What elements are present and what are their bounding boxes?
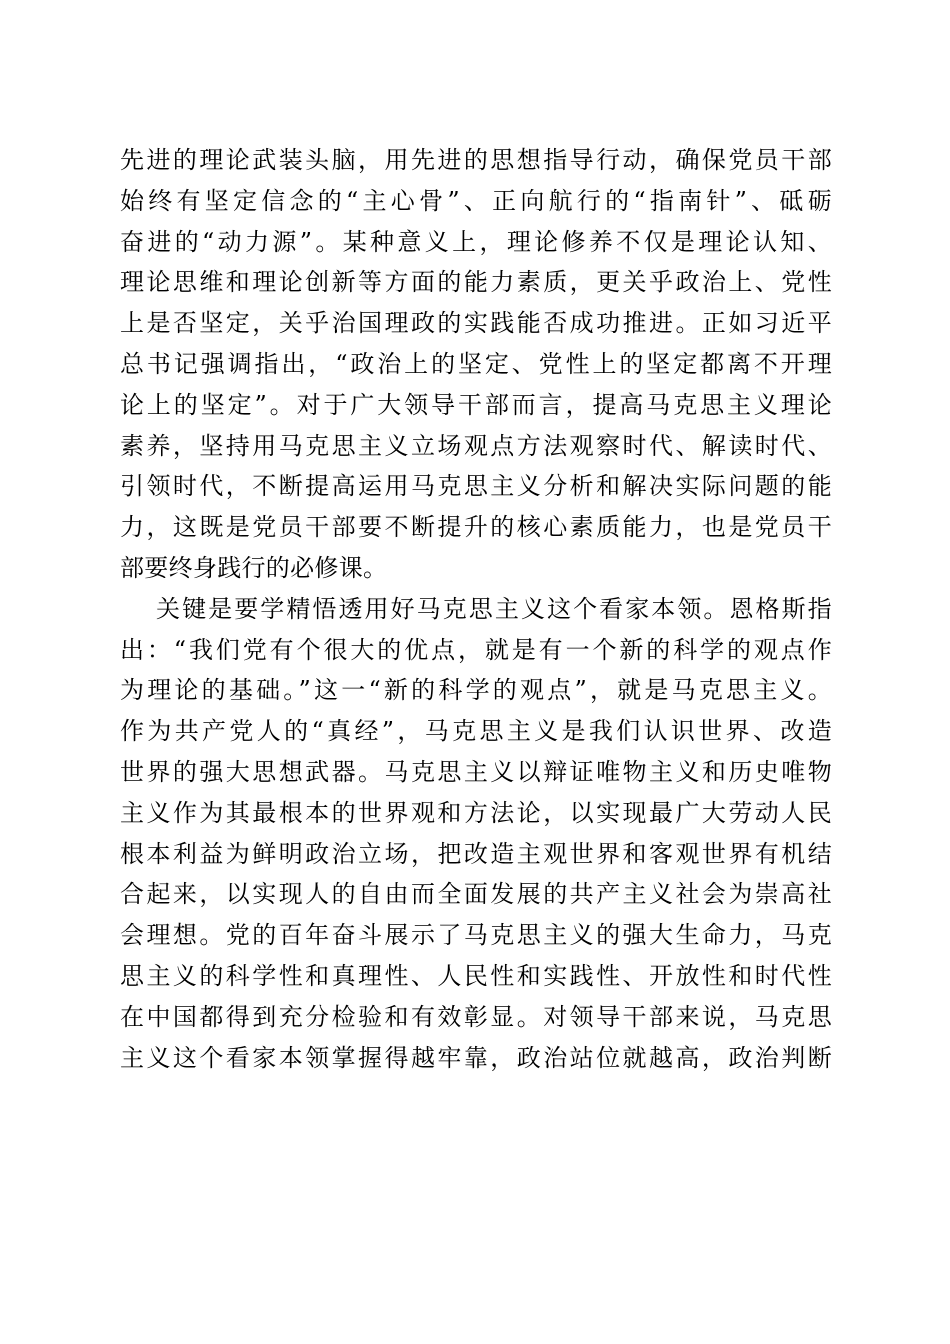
text-line: 部要终身践行的必修课。 [120, 553, 388, 582]
text-line: 理论思维和理论创新等方面的能力素质，更关乎政治上、党性 [120, 268, 832, 297]
text-line: 先进的理论武装头脑，用先进的思想指导行动，确保党员干部 [120, 146, 832, 174]
text-line: 始终有坚定信念的“主心骨”、正向航行的“指南针”、砥砺 [120, 186, 832, 215]
text-line: 根本利益为鲜明政治立场，把改造主观世界和客观世界有机结 [120, 839, 832, 868]
text-line: 关键是要学精悟透用好马克思主义这个看家本领。恩格斯指 [156, 594, 832, 623]
text-line: 主义这个看家本领掌握得越牢靠，政治站位就越高，政治判断 [120, 1043, 832, 1072]
text-line: 引领时代，不断提高运用马克思主义分析和解决实际问题的能 [120, 472, 832, 501]
text-line: 论上的坚定”。对于广大领导干部而言，提高马克思主义理论 [120, 390, 832, 419]
paragraph-1 [120, 140, 832, 589]
document-body [120, 140, 832, 1078]
text-line: 为理论的基础。”这一“新的科学的观点”，就是马克思主义。 [120, 676, 832, 705]
text-line: 总书记强调指出，“政治上的坚定、党性上的坚定都离不开理 [120, 349, 832, 378]
text-line: 思主义的科学性和真理性、人民性和实践性、开放性和时代性 [120, 961, 832, 990]
text-line: 上是否坚定，关乎治国理政的实践能否成功推进。正如习近平 [120, 309, 832, 338]
text-line: 会理想。党的百年奋斗展示了马克思主义的强大生命力，马克 [120, 921, 832, 950]
text-line: 出：“我们党有个很大的优点，就是有一个新的科学的观点作 [120, 635, 832, 664]
text-line: 作为共产党人的“真经”，马克思主义是我们认识世界、改造 [120, 717, 832, 746]
text-line: 素养，坚持用马克思主义立场观点方法观察时代、解读时代、 [120, 431, 832, 460]
text-line: 世界的强大思想武器。马克思主义以辩证唯物主义和历史唯物 [120, 757, 832, 786]
text-line: 合起来，以实现人的自由而全面发展的共产主义社会为崇高社 [120, 880, 832, 909]
text-line: 力，这既是党员干部要不断提升的核心素质能力，也是党员干 [120, 513, 832, 542]
text-line: 主义作为其最根本的世界观和方法论，以实现最广大劳动人民 [120, 798, 832, 827]
paragraph-2 [120, 589, 832, 1079]
text-line: 奋进的“动力源”。某种意义上，理论修养不仅是理论认知、 [120, 227, 832, 256]
text-line: 在中国都得到充分检验和有效彰显。对领导干部来说，马克思 [120, 1002, 832, 1031]
